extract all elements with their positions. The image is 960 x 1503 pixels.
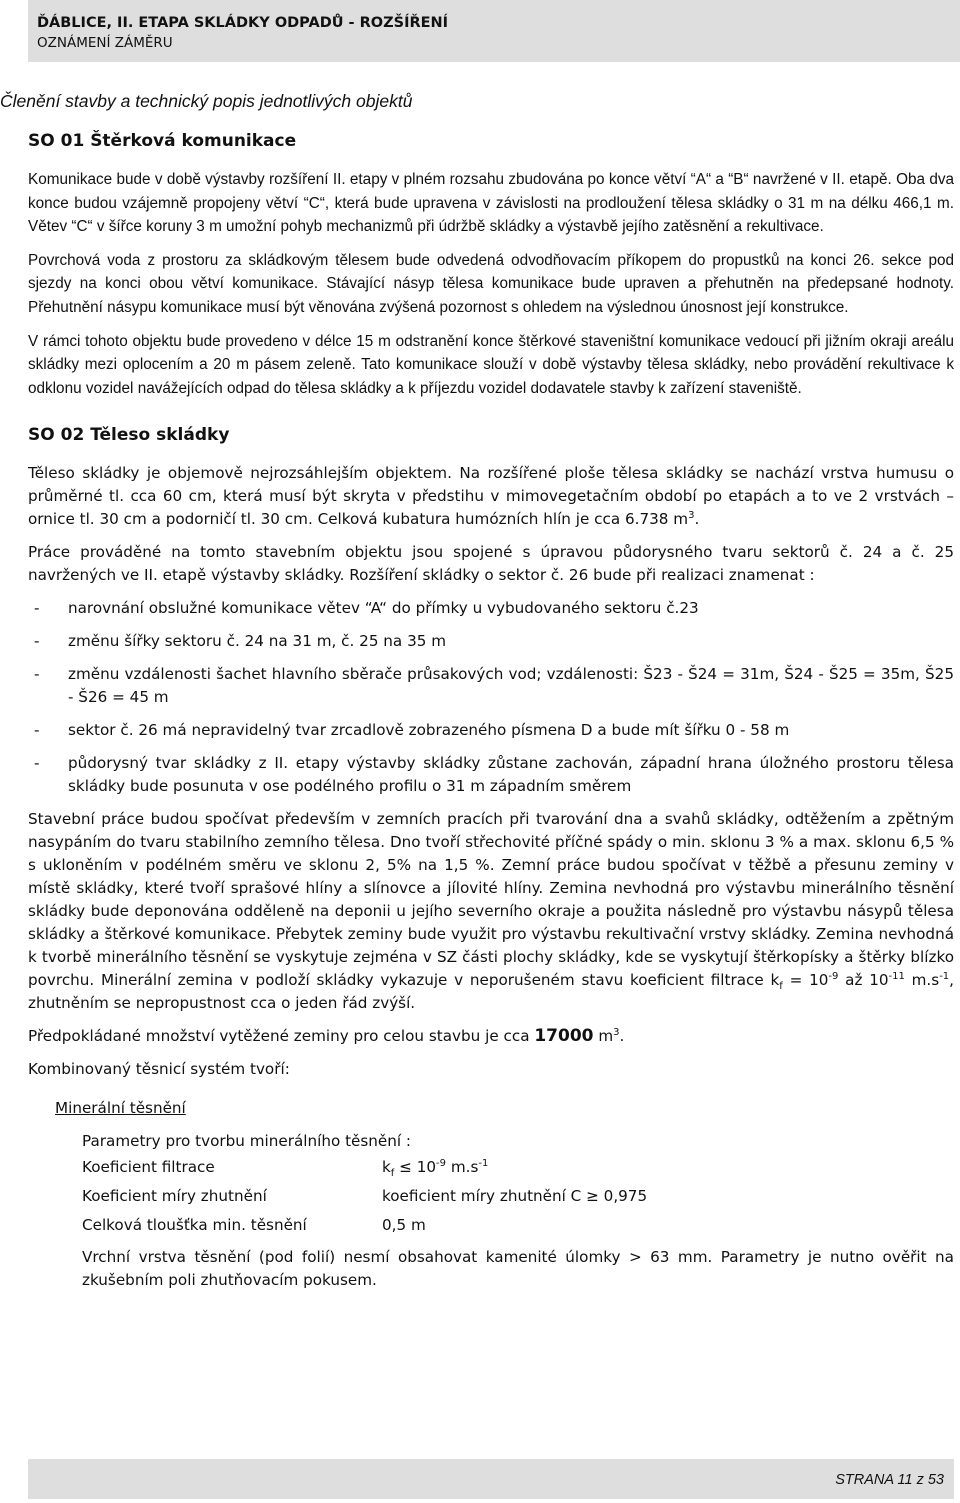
- sub-heading: Minerální těsnění: [55, 1099, 186, 1118]
- so01-paragraph-1: Komunikace bude v době výstavby rozšíření II. etapy v plném rozsahu zbudována po konce větví “A“ a “B“ navržené v II. etapě. Oba dva konce budou vzájemně propojeny větví “C“, která bude upravena v závislosti na prodloužení tělesa skládky o 31 m na délku 466,1 m. Větev “C“ v šířce koruny 3 m umožní pohyb mechanizmů při údržbě skládky a výstavbě jejího zatěsnění a rekultivace.: [28, 171, 954, 236]
- document-title: ĎÁBLICE, II. ETAPA SKLÁDKY ODPADŮ - ROZŠÍŘENÍ: [37, 15, 449, 31]
- so02-paragraph-2: Práce prováděné na tomto stavebním objektu jsou spojené s úpravou půdorysného tvaru sektorů č. 24 a č. 25 navržených ve II. etapě výstavby skládky. Rozšíření skládky o sektor č. 26 bude při realizaci znamenat :: [28, 543, 954, 585]
- param-row: [82, 1153, 954, 1182]
- so02-paragraph-3: Stavební práce budou spočívat především v zemních pracích při tvarování dna a svahů skládky, odtěžením a zpětným nasypáním do tvaru stabilního zemního tělesa. Dno tvoří střechovité příčné spády o min. sklonu 3 % a max. sklonu 6,5 % s ukloněním v podélném směru ve sklonu 2, 5% na 1,5 %. Zemní práce budou spočívat v těžbě a přesunu zeminy v místě skládky, které tvoří sprašové hlíny a slínovce a jílovité hlíny. Zemina nevhodná pro výstavbu minerálního těsnění skládky bude deponována odděleně na deponii u jejího severního okraje a použita následně pro výstavbu násypů tělesa skládky a štěrkové komunikace. Přebytek zeminy bude využit pro výstavbu rekultivační vrstvy skládky. Zemina nevhodná k tvorbě minerálního těsnění se vyskytuje zejména v SZ části plochy skládky, kde se vyskytují štěrkopísky a štěrky blízko povrchu. Minerální zemina v podloží skládky vykazuje v neporušeném stavu koeficient filtrace $k_f = 10^{-9}$ až $10^{-11}$ $m.s^{-1}$, zhutněním se nepropustnost cca o jeden řád zvýší.: [28, 810, 954, 1013]
- param-value: 0,5 m: [382, 1216, 426, 1235]
- document-subtitle: OZNÁMENÍ ZÁMĚRU: [37, 35, 173, 51]
- so02-heading: SO 02 Těleso skládky: [28, 425, 230, 446]
- so01-heading: SO 01 Štěrková komunikace: [28, 131, 297, 151]
- list-item: - sektor č. 26 má nepravidelný tvar zrcadlově zobrazeného písmena D a bude mít šířku 0 - 58 m: [28, 719, 954, 742]
- works-list: [28, 597, 954, 798]
- section-heading: Členění stavby a technický popis jednotlivých objektů: [0, 91, 413, 111]
- param-row: [82, 1182, 954, 1211]
- list-item: - narovnání obslužné komunikace větev “A“ do přímky u vybudovaného sektoru č.23: [28, 597, 954, 620]
- so01-paragraph-2: Povrchová voda z prostoru za skládkovým tělesem bude odvedená odvodňovacím příkopem do propustků na konci 26. sekce pod sjezdy na konci obou větví komunikace. Stávající násyp tělesa komunikace bude upraven a přehutněn na předepsané hodnoty. Přehutnění násypu komunikace musí být věnována zvýšená pozornost s ohledem na výslednou únosnost její konstrukce.: [28, 251, 954, 316]
- footer-band: [28, 1459, 954, 1499]
- list-item: - změnu vzdálenosti šachet hlavního sběrače průsakových vod; vzdálenosti: Š23 - Š24 = 31m, Š24 - Š25 = 35m, Š25 - Š26 = 45 m: [28, 663, 954, 709]
- param-key: Koeficient filtrace: [82, 1158, 215, 1177]
- param-row: [82, 1211, 954, 1240]
- param-value: $k_f \le 10^{-9}$ $m.s^{-1}$: [382, 1158, 489, 1180]
- so01-paragraph-3: V rámci tohoto objektu bude provedeno v délce 15 m odstranění konce štěrkové staveništní komunikace vedoucí při jižním okraji areálu skládky mezi oplocením a 20 m pásem zeleně. Tato komunikace slouží v době výstavby tělesa skládky, nebo provádění rekultivace k odklonu vozidel navážejících odpad do tělesa skládky a k příjezdu vozidel dodavatele stavby k zařízení staveniště.: [28, 332, 954, 397]
- param-key: Celková tloušťka min. těsnění: [82, 1216, 307, 1235]
- page-number: STRANA 11 z 53: [835, 1472, 944, 1488]
- page-content: [28, 130, 954, 1292]
- so02-paragraph-5: Kombinovaný těsnicí systém tvoří:: [28, 1060, 290, 1079]
- so02-paragraph-4: Předpokládané množství vytěžené zeminy pro celou stavbu je cca 17000 $m^3$.: [28, 1026, 625, 1047]
- params-block: [82, 1130, 954, 1292]
- list-item: - půdorysný tvar skládky z II. etapy výstavby skládky zůstane zachován, západní hrana úložného prostoru tělesa skládky bude posunuta v ose podélného profilu o 31 m západním směrem: [28, 752, 954, 798]
- list-item: - změnu šířky sektoru č. 24 na 31 m, č. 25 na 35 m: [28, 630, 954, 653]
- params-intro: Parametry pro tvorbu minerálního těsnění :: [82, 1132, 412, 1151]
- param-key: Koeficient míry zhutnění: [82, 1187, 267, 1206]
- params-note: Vrchní vrstva těsnění (pod folií) nesmí obsahovat kamenité úlomky > 63 mm. Parametry je nutno ověřit na zkušebním poli zhutňovacím pokusem.: [82, 1248, 954, 1290]
- so02-paragraph-1: Těleso skládky je objemově nejrozsáhlejším objektem. Na rozšířené ploše tělesa skládky se nachází vrstva humusu o průměrné tl. cca 60 cm, která musí být skryta v předstihu v mimovegetačním období po etapách a to ve 2 vrstvách – ornice tl. 30 cm a podorničí tl. 30 cm. Celková kubatura humózních hlín je cca 6.738 $m^3$.: [28, 464, 954, 529]
- param-value: koeficient míry zhutnění C ≥ 0,975: [382, 1187, 648, 1206]
